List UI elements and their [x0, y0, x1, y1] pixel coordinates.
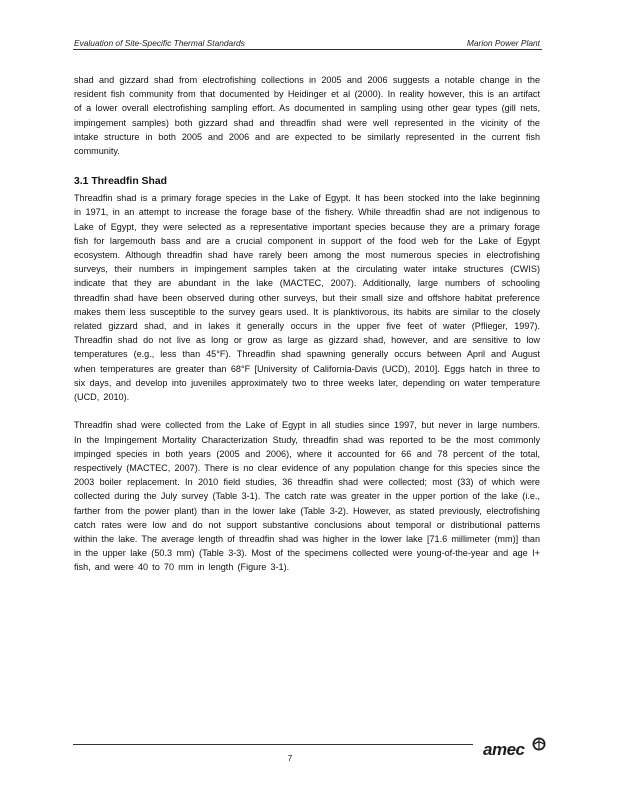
footer-rule [73, 744, 473, 745]
header-left-title: Evaluation of Site-Specific Thermal Standards [74, 38, 245, 48]
body-paragraph: shad and gizzard shad from electrofishing collections in 2005 and 2006 suggests a notable change in the resident fish community from that documented by Heidinger et al (2000). In reality however, this is an artifact of a lower overall electrofishing sampling effort. As documented in sampling using other gear types (gill nets, impingement samples) both gizzard shad and threadfin shad were well represented in the vicinity of the intake structure in both 2005 and 2006 and are expected to be similarly represented in the current fish community. [74, 75, 540, 157]
body-paragraph: Threadfin shad is a primary forage species in the Lake of Egypt. It has been stocked into the lake beginning in 1971, in an attempt to increase the forage base of the fishery. While threadfin shad are not indigenous to Lake of Egypt, they were selected as a representative important species because they are a primary forage fish for largemouth bass and are a crucial component in support of the food web for the Lake of Egypt ecosystem. Although threadfin shad have rarely been among the most numerous species in electrofishing surveys, their numbers in impingement samples taken at the circulating water intake structures (CWIS) indicate that they are abundant in the lake (MACTEC, 2007). Additionally, large numbers of schooling threadfin shad have been observed during other surveys, but their small size and offshore habitat preference makes them less susceptible to the survey gears used. It is planktivorous, its habits are similar to the closely related gizzard shad, and in lakes it generally occurs in the upper five feet of water (Pflieger, 1997). Threadfin shad do not live as long or grow as large as gizzard shad, however, and are sensitive to low temperatures (e.g., less than 45°F). Threadfin shad spawning generally occurs between April and August when temperatures are greater than 68°F [University of California-Davis (UCD), 2010]. Eggs hatch in three to six days, and develop into juveniles approximately two to three weeks later, depending on water temperature (UCD, 2010). [74, 193, 540, 403]
amec-logo [483, 737, 547, 763]
section-heading: 3.1 Threadfin Shad [74, 176, 167, 188]
body-paragraph: Threadfin shad were collected from the Lake of Egypt in all studies since 1997, but never in large numbers. In the Impingement Mortality Characterization Study, threadfin shad was reported to be the most commonly impinged species in both years (2005 and 2006), where it accounted for 66 and 78 percent of the total, respectively (MACTEC, 2007). There is no clear evidence of any population change for this species since the 2003 boiler replacement. In 2010 field studies, 36 threadfin shad were collected; most (33) of which were collected during the July survey (Table 3-1). The catch rate was greater in the upper portion of the lake (i.e., farther from the power plant) than in the lower lake (Table 3-2). However, as stated previously, electrofishing catch rates were low and do not support substantive conclusions about temporal or distributional patterns within the lake. The average length of threadfin shad was higher in the lower lake [71.6 millimeter (mm)] than in the upper lake (50.3 mm) (Table 3-3). Most of the specimens collected were young-of-the-year and age I+ fish, and were 40 to 70 mm in length (Figure 3-1). [74, 420, 540, 573]
header-right-title: Marion Power Plant [466, 38, 540, 48]
document-body [74, 73, 540, 589]
logo-wordmark: amec [483, 740, 525, 759]
page-number: 7 [287, 753, 293, 763]
header-rule [73, 49, 542, 50]
logo-globe-icon [532, 737, 546, 751]
